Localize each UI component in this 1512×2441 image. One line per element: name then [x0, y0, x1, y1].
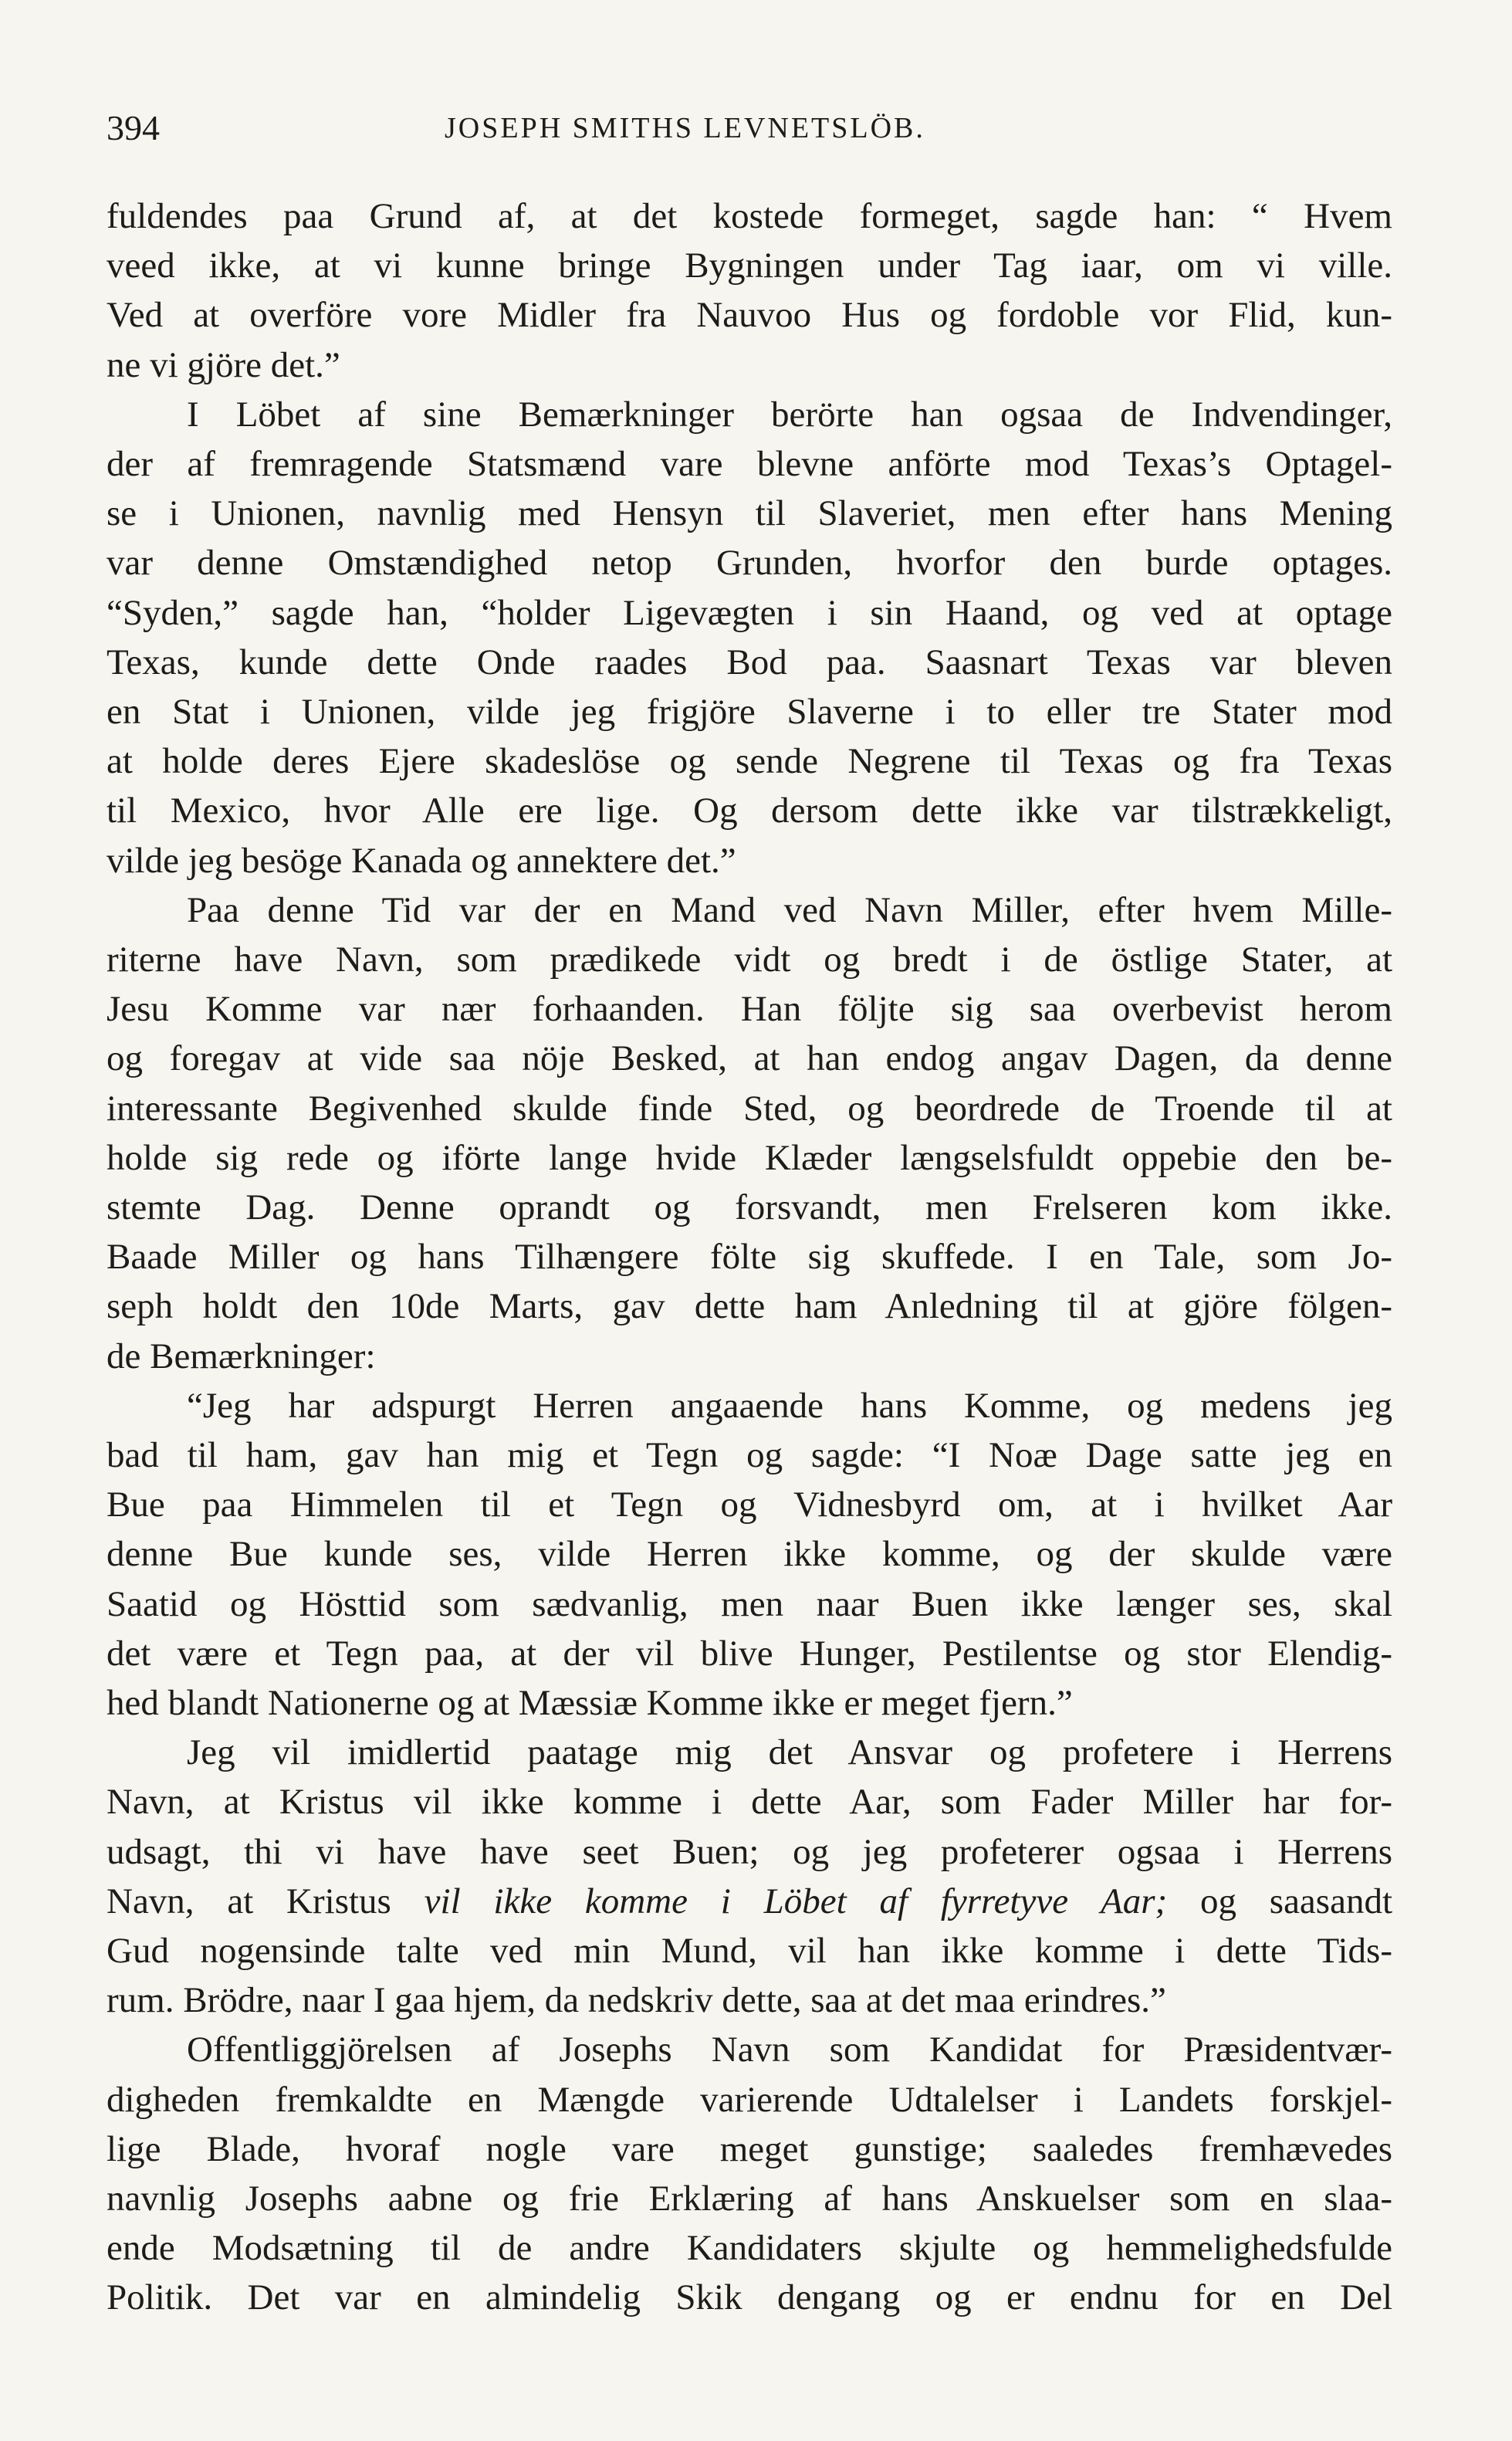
text-line: riterne have Navn, som prædikede vidt og bredt i de östlige Stater, at — [107, 939, 1392, 980]
italic-text: vil ikke komme i Löbet af fyrretyve Aar; — [424, 1881, 1168, 1921]
text-segment: Navn, at Kristus — [107, 1881, 425, 1921]
text-line: holde sig rede og iförte lange hvide Klæder længselsfuldt oppebie den be- — [107, 1137, 1392, 1178]
text-line: Ved at overföre vore Midler fra Nauvoo Hus og fordoble vor Flid, kun- — [107, 295, 1392, 336]
running-title: JOSEPH SMITHS LEVNETSLÖB. — [445, 112, 925, 144]
text-line: hed blandt Nationerne og at Mæssiæ Komme ikke er meget fjern.” — [107, 1683, 1073, 1723]
text-line: bad til ham, gav han mig et Tegn og sagde: “I Noæ Dage satte jeg en — [107, 1435, 1392, 1475]
text-line — [107, 1877, 1392, 1926]
text-line: de Bemærkninger: — [107, 1336, 376, 1376]
text-line: “Syden,” sagde han, “holder Ligevægten i sin Haand, og ved at optage — [107, 592, 1392, 633]
text-line: stemte Dag. Denne oprandt og forsvandt, men Frelseren kom ikke. — [107, 1187, 1392, 1227]
text-line: denne Bue kunde ses, vilde Herren ikke komme, og der skulde være — [107, 1534, 1392, 1575]
text-line: rum. Brödre, naar I gaa hjem, da nedskriv dette, saa at det maa erindres.” — [107, 1980, 1166, 2021]
text-line: Bue paa Himmelen til et Tegn og Vidnesbyrd om, at i hvilket Aar — [107, 1485, 1392, 1525]
text-line: Baade Miller og hans Tilhængere fölte sig skuffede. I en Tale, som Jo- — [107, 1237, 1392, 1278]
text-line: der af fremragende Statsmænd vare blevne anförte mod Texas’s Optagel- — [107, 444, 1392, 484]
text-line: Navn, at Kristus vil ikke komme i dette Aar, som Fader Miller har for- — [107, 1782, 1392, 1823]
text-line: Paa denne Tid var der en Mand ved Navn Miller, efter hvem Mille- — [187, 889, 1392, 930]
text-line: navnlig Josephs aabne og frie Erklæring af hans Anskuelser som en slaa- — [107, 2179, 1392, 2219]
text-line: Jesu Komme var nær forhaanden. Han följte sig saa overbevist herom — [107, 989, 1392, 1030]
text-line: en Stat i Unionen, vilde jeg frigjöre Slaverne i to eller tre Stater mod — [107, 692, 1392, 732]
text-line: interessante Begivenhed skulde finde Sted, og beordrede de Troende til at — [107, 1088, 1392, 1129]
text-line: Offentliggjörelsen af Josephs Navn som Kandidat for Præsidentvær- — [187, 2030, 1392, 2070]
text-line: fuldendes paa Grund af, at det kostede formeget, sagde han: “ Hvem — [107, 196, 1392, 236]
page-header — [107, 105, 1392, 151]
text-line: Texas, kunde dette Onde raades Bod paa. Saasnart Texas var bleven — [107, 642, 1392, 682]
text-line: Jeg vil imidlertid paatage mig det Ansvar og profetere i Herrens — [187, 1732, 1392, 1773]
text-line: udsagt, thi vi have have seet Buen; og jeg profeterer ogsaa i Herrens — [107, 1831, 1392, 1872]
text-line: I Löbet af sine Bemærkninger berörte han ogsaa de Indvendinger, — [187, 394, 1392, 435]
text-line: seph holdt den 10de Marts, gav dette ham Anledning til at gjöre fölgen- — [107, 1286, 1392, 1327]
text-line: det være et Tegn paa, at der vil blive Hunger, Pestilentse og stor Elendig- — [107, 1633, 1392, 1674]
text-line: se i Unionen, navnlig med Hensyn til Slaveriet, men efter hans Mening — [107, 493, 1392, 534]
text-line: Politik. Det var en almindelig Skik dengang og er endnu for en Del — [107, 2277, 1392, 2318]
text-line: ne vi gjöre det.” — [107, 344, 340, 385]
text-line: digheden fremkaldte en Mængde varierende Udtalelser i Landets forskjel- — [107, 2079, 1392, 2120]
text-segment: og saasandt — [1167, 1881, 1392, 1921]
text-line: Saatid og Hösttid som sædvanlig, men naar Buen ikke længer ses, skal — [107, 1583, 1392, 1624]
text-line: veed ikke, at vi kunne bringe Bygningen under Tag iaar, om vi ville. — [107, 245, 1392, 286]
text-line: at holde deres Ejere skadeslöse og sende Negrene til Texas og fra Texas — [107, 741, 1392, 782]
text-line: til Mexico, hvor Alle ere lige. Og dersom dette ikke var tilstrækkeligt, — [107, 791, 1392, 831]
text-line: vilde jeg besöge Kanada og annektere det.” — [107, 840, 736, 881]
text-line: ende Modsætning til de andre Kandidaters skjulte og hemmelighedsfulde — [107, 2228, 1392, 2269]
page-number: 394 — [107, 108, 160, 147]
text-line: var denne Omstændighed netop Grunden, hvorfor den burde optages. — [107, 543, 1392, 584]
text-line: Gud nogensinde talte ved min Mund, vil han ikke komme i dette Tids- — [107, 1931, 1392, 1971]
text-line: “Jeg har adspurgt Herren angaaende hans Komme, og medens jeg — [187, 1385, 1392, 1426]
text-line: og foregav at vide saa nöje Besked, at han endog angav Dagen, da denne — [107, 1038, 1392, 1079]
text-line: lige Blade, hvoraf nogle vare meget gunstige; saaledes fremhævedes — [107, 2128, 1392, 2169]
